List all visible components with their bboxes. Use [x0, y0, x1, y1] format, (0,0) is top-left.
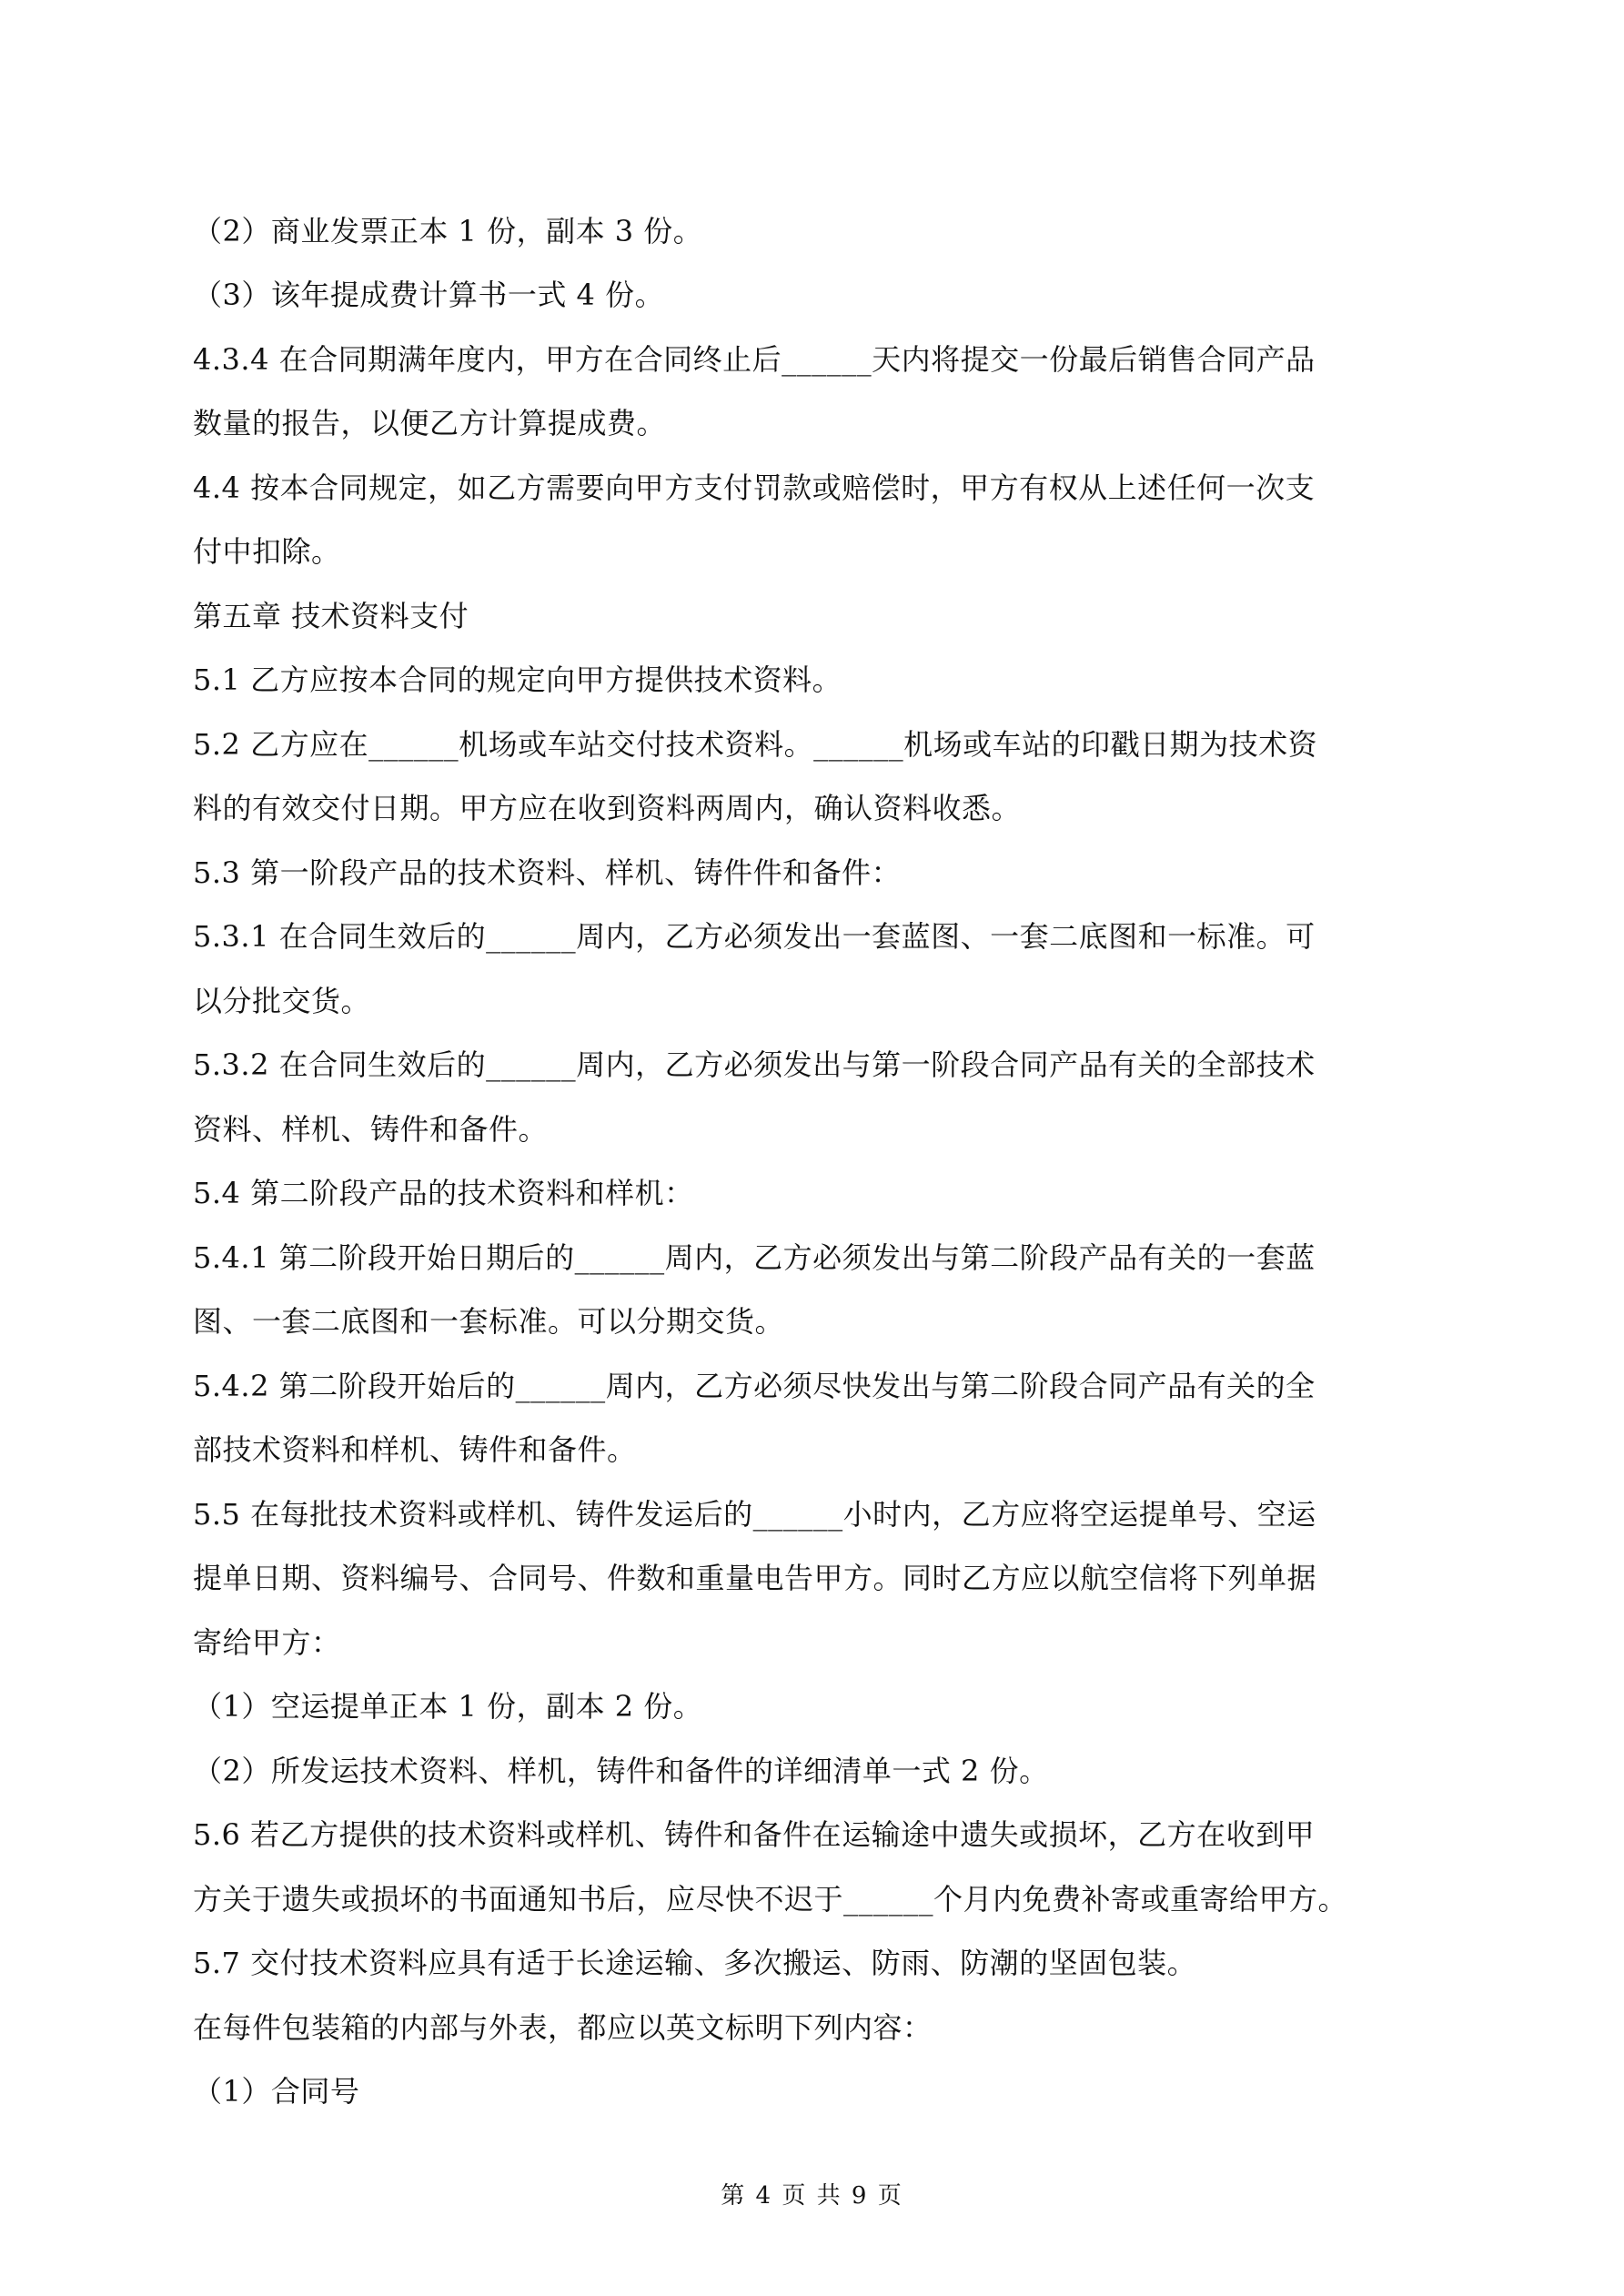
text-line: 4.4 按本合同规定，如乙方需要向甲方支付罚款或赔偿时，甲方有权从上述任何一次支 — [193, 470, 1316, 505]
text-line: （1）合同号 — [193, 2074, 360, 2109]
text-line: 5.3.2 在合同生效后的______周内，乙方必须发出与第一阶段合同产品有关的全部技术 — [193, 1047, 1316, 1082]
text-line: 方关于遗失或损坏的书面通知书后，应尽快不迟于______个月内免费补寄或重寄给甲方。 — [193, 1882, 1348, 1917]
text-line: 5.4.1 第二阶段开始日期后的______周内，乙方必须发出与第二阶段产品有关的一套蓝 — [193, 1240, 1316, 1275]
text-line: 5.3 第一阶段产品的技术资料、样机、铸件件和备件： — [193, 855, 902, 890]
text-line: 数量的报告，以便乙方计算提成费。 — [193, 406, 667, 440]
text-line: 料的有效交付日期。甲方应在收到资料两周内，确认资料收悉。 — [193, 791, 1022, 825]
text-line: 提单日期、资料编号、合同号、件数和重量电告甲方。同时乙方应以航空信将下列单据 — [193, 1561, 1317, 1595]
text-line: 部技术资料和样机、铸件和备件。 — [193, 1432, 637, 1467]
text-line: 5.4.2 第二阶段开始后的______周内，乙方必须尽快发出与第二阶段合同产品有关的全 — [193, 1369, 1316, 1403]
page-footer: 第 4 页 共 9 页 — [721, 2182, 903, 2210]
text-line: 5.2 乙方应在______机场或车站交付技术资料。______机场或车站的印戳日期为技术资 — [193, 727, 1318, 762]
text-line: 付中扣除。 — [193, 534, 341, 569]
text-line: （3）该年提成费计算书一式 4 份。 — [193, 278, 665, 312]
text-line: 图、一套二底图和一套标准。可以分期交货。 — [193, 1304, 785, 1339]
chapter-heading: 第五章 技术资料支付 — [193, 599, 469, 633]
text-line: 5.4 第二阶段产品的技术资料和样机： — [193, 1176, 694, 1210]
text-line: 5.5 在每批技术资料或样机、铸件发运后的______小时内，乙方应将空运提单号、空运 — [193, 1497, 1316, 1532]
text-line: 5.6 若乙方提供的技术资料或样机、铸件和备件在运输途中遗失或损坏，乙方在收到甲 — [193, 1817, 1316, 1852]
text-line: 资料、样机、铸件和备件。 — [193, 1112, 549, 1147]
text-line: （1）空运提单正本 1 份，副本 2 份。 — [193, 1689, 703, 1724]
text-line: 以分批交货。 — [193, 984, 371, 1018]
text-line: （2）所发运技术资料、样机，铸件和备件的详细清单一式 2 份。 — [193, 1754, 1049, 1788]
text-line: 在每件包装箱的内部与外表，都应以英文标明下列内容： — [193, 2010, 933, 2045]
text-line: 5.7 交付技术资料应具有适于长途运输、多次搬运、防雨、防潮的坚固包装。 — [193, 1946, 1197, 1980]
text-line: 4.3.4 在合同期满年度内，甲方在合同终止后______天内将提交一份最后销售合同产品 — [193, 342, 1316, 377]
text-line: 寄给甲方： — [193, 1625, 341, 1660]
text-line: 5.1 乙方应按本合同的规定向甲方提供技术资料。 — [193, 663, 842, 697]
text-line: （2）商业发票正本 1 份，副本 3 份。 — [193, 214, 703, 248]
text-line: 5.3.1 在合同生效后的______周内，乙方必须发出一套蓝图、一套二底图和一标准。可 — [193, 919, 1316, 954]
